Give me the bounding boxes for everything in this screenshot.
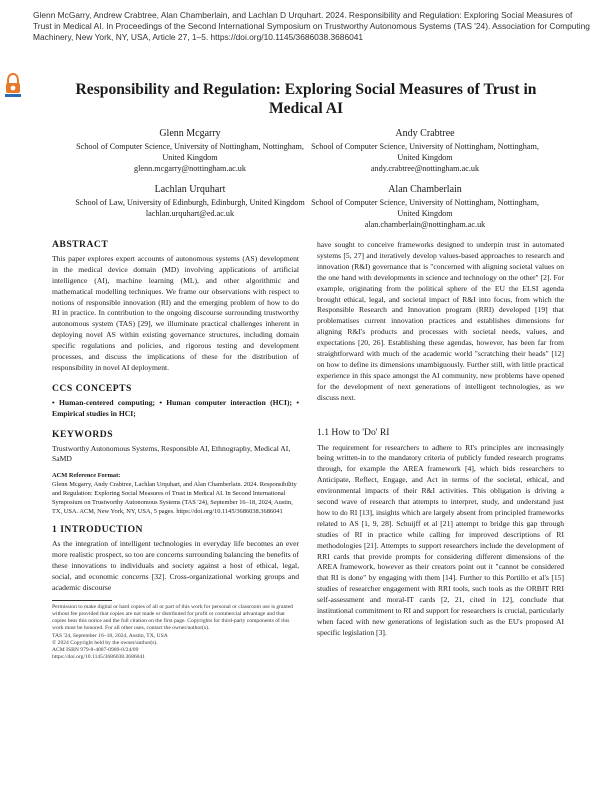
- author-block: [70, 183, 310, 219]
- author-block: [305, 183, 545, 230]
- author-name: Alan Chamberlain: [388, 184, 462, 195]
- section-1-1-heading: 1.1 How to 'Do' RI: [317, 426, 390, 438]
- author-affiliation: School of Computer Science, University of Nottingham, Nottingham, United Kingdom: [76, 142, 304, 162]
- ccs-item: • Human-centered computing;: [52, 397, 156, 407]
- author-name: Glenn Mcgarry: [159, 128, 221, 139]
- abstract-heading: ABSTRACT: [52, 239, 109, 250]
- introduction-text: As the integration of intelligent technologies in everyday life becomes an ever more realistic prospect, so too are concerns surrounding balancing the benefits of these innovations to individuals and society against a host of ethical, legal, social, and economic concerns [32]. Cross-organizational working groups and academic discourse: [52, 539, 299, 592]
- author-affiliation: School of Law, University of Edinburgh, Edinburgh, United Kingdom: [75, 198, 305, 207]
- reference-format-text: Glenn Mcgarry, Andy Crabtree, Lachlan Urquhart, and Alan Chamberlain. 2024. Responsibility and Regulation: Exploring Social Measures of Trust in Medical AI. In Second International Symposium on Trustworthy Autonomous Systems (TAS '24), September 16–18, 2024, Austin, TX, USA. ACM, New York, NY, USA, 5 pages. https://doi.org/10.1145/3686038.3686041: [52, 481, 297, 515]
- author-email: lachlan.urquhart@ed.ac.uk: [145, 209, 235, 218]
- right-column: [317, 240, 564, 639]
- author-affiliation: School of Computer Science, University of Nottingham, Nottingham, United Kingdom: [311, 142, 539, 162]
- section-1-1-text: The requirement for researchers to adhere to RI's principles are increasingly being written-in to the mandatory criteria of publicly funded research programs through, for example the AREA framework [4], which bids researchers to Anticipate, Reflect, Engage, and Act in terms of the societal, ethical, and environmental impacts of their R&I activities. This obligation is driving a second wave of research that attempts to interpret, study, and understand just how to do RI [13], insights which are largely absent from principled frameworks related to AS [1, 9, 28]. Schuijff et al [21] attempt to bridge this gap through studies of RI in practice while calling for improved descriptions of RI methodologies [21]. Attempts to support researchers include the development of RRI cards that provide prompts for considering different dimensions of the AREA framework, however as their creators point out it "cannot be considered that RI is done" by engaging with them [14]. Further to this Portillo et al's [15] studies of researcher engagement with RRI tools, such tools as the ORBIT RRI self-assessment and moral-IT cards [2, 21, cited in 12], conclude that institutional commitment to RI and support for researchers is crucial, particularly when faced with new generations of legislation such as the EU's proposed AI specific legislation [3].: [317, 442, 564, 637]
- doi-link[interactable]: https://doi.org/10.1145/3686038.3686041: [52, 654, 146, 661]
- author-email: andy.crabtree@nottingham.ac.uk: [370, 164, 480, 173]
- author-name: Lachlan Urquhart: [154, 184, 226, 195]
- author-name: Andy Crabtree: [395, 128, 455, 139]
- venue-line: TAS '24, September 16–18, 2024, Austin, TX, USA: [52, 632, 168, 639]
- ccs-concepts: [52, 398, 299, 420]
- copyright-line: © 2024 Copyright held by the owner/author(s).: [52, 639, 158, 646]
- footnote: [52, 600, 299, 662]
- keywords-heading: KEYWORDS: [52, 428, 114, 440]
- abstract-text: This paper explores expert accounts of autonomous systems (AS) development in the medical device domain (MD) involving applications of artificial intelligence (AI), machine learning (ML), and other algorithmic and mathematical modelling techniques. We frame our observations with respect to notions of responsible innovation (RI) and the emerging problem of how to do RI in practice. In contribution to the ongoing discourse surrounding trustworthy autonomous system (TAS) [29], we illuminate practical challenges inherent in deploying novel AS within existing governance structures, including domain specific regulations and policies, and rigorous testing and development processes, and discuss the implications of these for the distribution of responsibility in novel AI deployment.: [52, 253, 299, 372]
- footnote-divider: [52, 600, 112, 601]
- permission-notice: Permission to make digital or hard copies of all or part of this work for personal or classroom use is granted without fee provided that copies are not made or distributed for profit or commercial advantage and that copies bear this notice and the full citation on the first page. Copyrights for third-party components of this work must be honored. For all other uses, contact the owner/author(s).: [52, 603, 294, 632]
- author-email: glenn.mcgarry@nottingham.ac.uk: [134, 164, 246, 173]
- author-block: [305, 127, 545, 174]
- ccs-item: • Human computer interaction (HCI);: [159, 397, 293, 407]
- reference-format: [52, 472, 299, 516]
- intro-continued-text: have sought to conceive frameworks designed to underpin trust in automated systems [5, 27] and iteratively develop values-based approaches to research and innovation (R&I) governance that is "concerned with aligning societal values on the one hand with developments in science and technology on the other" [2]. For example, originating from the political sphere of the EU the ELSI agenda brought ethical, legal, and societal impact of R&I into focus, from which the Responsible Research and Innovation program (RRI) developed [19] that problematises current innovation practices and establishes dimensions for aligning R&I's products and processes with societal needs, values, and expectations [20, 26]. Establishing these agendas, however, has been far from straightforward with much of the academic world "scratching their heads" [12] on how to define its dimensions unambiguously. Further still, with little practical experience in this space amongst the AI community, new problems have opened for the development of next generations of intelligent technologies, as we discuss next.: [317, 240, 564, 402]
- citation-header: Glenn McGarry, Andrew Crabtree, Alan Chamberlain, and Lachlan D Urquhart. 2024. Responsibility and Regulation: Exploring Social Measures of Trust in Medical AI. In Proceedings of the Second International Symposium on Trustworthy Autonomous Systems (TAS '24). Association for Computing Machinery, New York, NY, USA, Article 27, 1–5. https://doi.org/10.1145/3686038.3686041: [33, 10, 590, 43]
- left-column: [52, 240, 299, 661]
- open-access-badge-icon: [4, 72, 22, 98]
- keywords-text: Trustworthy Autonomous Systems, Responsible AI, Ethnography, Medical AI, SaMD: [52, 443, 291, 464]
- author-email: alan.chamberlain@nottingham.ac.uk: [364, 220, 486, 229]
- ccs-item: • Empirical studies in HCI;: [52, 397, 299, 418]
- isbn-line: ACM ISBN 979-8-4007-0989-0/24/09: [52, 646, 139, 653]
- introduction-heading: 1 INTRODUCTION: [52, 524, 143, 536]
- author-affiliation: School of Computer Science, University of Nottingham, Nottingham, United Kingdom: [311, 198, 539, 218]
- paper-title: Responsibility and Regulation: Exploring Social Measures of Trust in Medical AI: [75, 81, 537, 117]
- ccs-heading: CCS CONCEPTS: [52, 382, 132, 394]
- author-block: [70, 127, 310, 174]
- reference-format-heading: ACM Reference Format:: [52, 472, 121, 480]
